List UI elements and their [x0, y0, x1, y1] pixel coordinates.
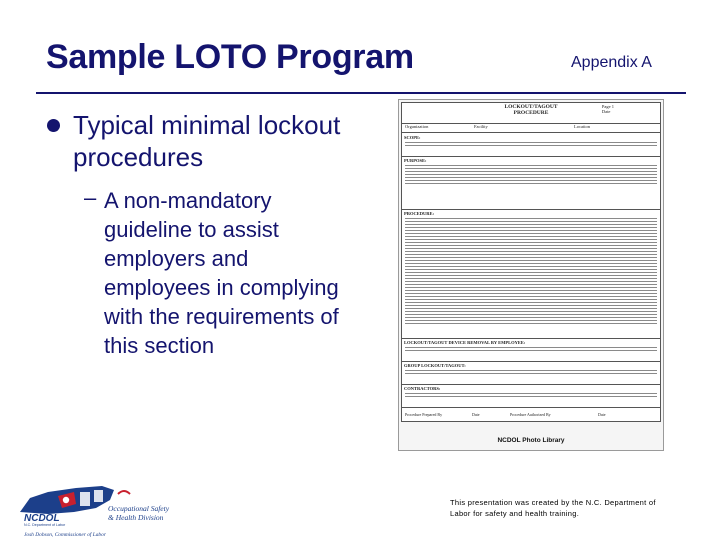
form-section-procedure	[402, 210, 660, 339]
form-section-title: SCOPE:	[404, 135, 421, 140]
form-location-label: Location	[574, 124, 590, 129]
page-title: Sample LOTO Program	[46, 38, 414, 76]
form-section-scope	[402, 134, 660, 157]
form-body	[401, 102, 661, 422]
procedure-form-image	[398, 99, 664, 451]
footer-note: This presentation was created by the N.C. Department of Labor for safety and health training.	[450, 498, 656, 518]
form-section-title: GROUP LOCKOUT/TAGOUT:	[404, 363, 466, 368]
form-section-purpose	[402, 157, 660, 210]
logo-agency-text: NCDOL	[24, 513, 60, 524]
form-header	[402, 103, 660, 124]
form-section-removal	[402, 339, 660, 362]
form-date-2: Date	[598, 412, 606, 417]
ncdol-logo-graphic	[18, 470, 198, 538]
logo-division-line2: & Health Division	[108, 513, 164, 522]
appendix-label: Appendix A	[571, 54, 652, 71]
form-page-label: Page 1	[601, 104, 614, 109]
logo-dept-text: N.C. Department of Labor	[24, 523, 66, 527]
form-date: Date	[472, 412, 480, 417]
form-section-title: PROCEDURE:	[404, 211, 434, 216]
bullet-text: Typical minimal lockout procedures	[73, 110, 341, 172]
form-authorized-by: Procedure Authorized By	[510, 412, 551, 417]
sub-bullet-text: A non-mandatory guideline to assist employers and employees in complying with the requirements of this section	[104, 188, 339, 358]
form-signature-row	[402, 411, 660, 421]
form-section-contractors	[402, 385, 660, 408]
form-organization-label: Organization	[405, 124, 429, 129]
bullet-dot-icon	[47, 119, 60, 132]
title-divider	[36, 92, 686, 94]
ncdol-logo	[18, 470, 198, 538]
logo-division-line1: Occupational Safety	[108, 504, 170, 513]
form-title-line2: PROCEDURE	[513, 110, 549, 116]
form-title-line1: LOCKOUT/TAGOUT	[504, 104, 558, 110]
form-date-label: Date	[601, 109, 611, 114]
form-section-group	[402, 362, 660, 385]
form-prepared-by: Procedure Prepared By	[405, 412, 443, 417]
form-title	[402, 104, 660, 116]
photo-library-caption: NCDOL Photo Library	[497, 437, 565, 444]
form-facility-label: Facility	[474, 124, 488, 129]
form-section-title: LOCKOUT/TAGOUT DEVICE REMOVAL BY EMPLOYEE:	[404, 340, 526, 345]
sub-bullet-dash: –	[84, 185, 97, 210]
form-page-info	[602, 104, 614, 114]
form-section-title: CONTRACTORS:	[404, 386, 441, 391]
form-section-title: PURPOSE:	[404, 158, 427, 163]
form-org-row	[402, 123, 660, 133]
logo-commissioner-text: Josh Dobson, Commissioner of Labor	[24, 532, 106, 538]
